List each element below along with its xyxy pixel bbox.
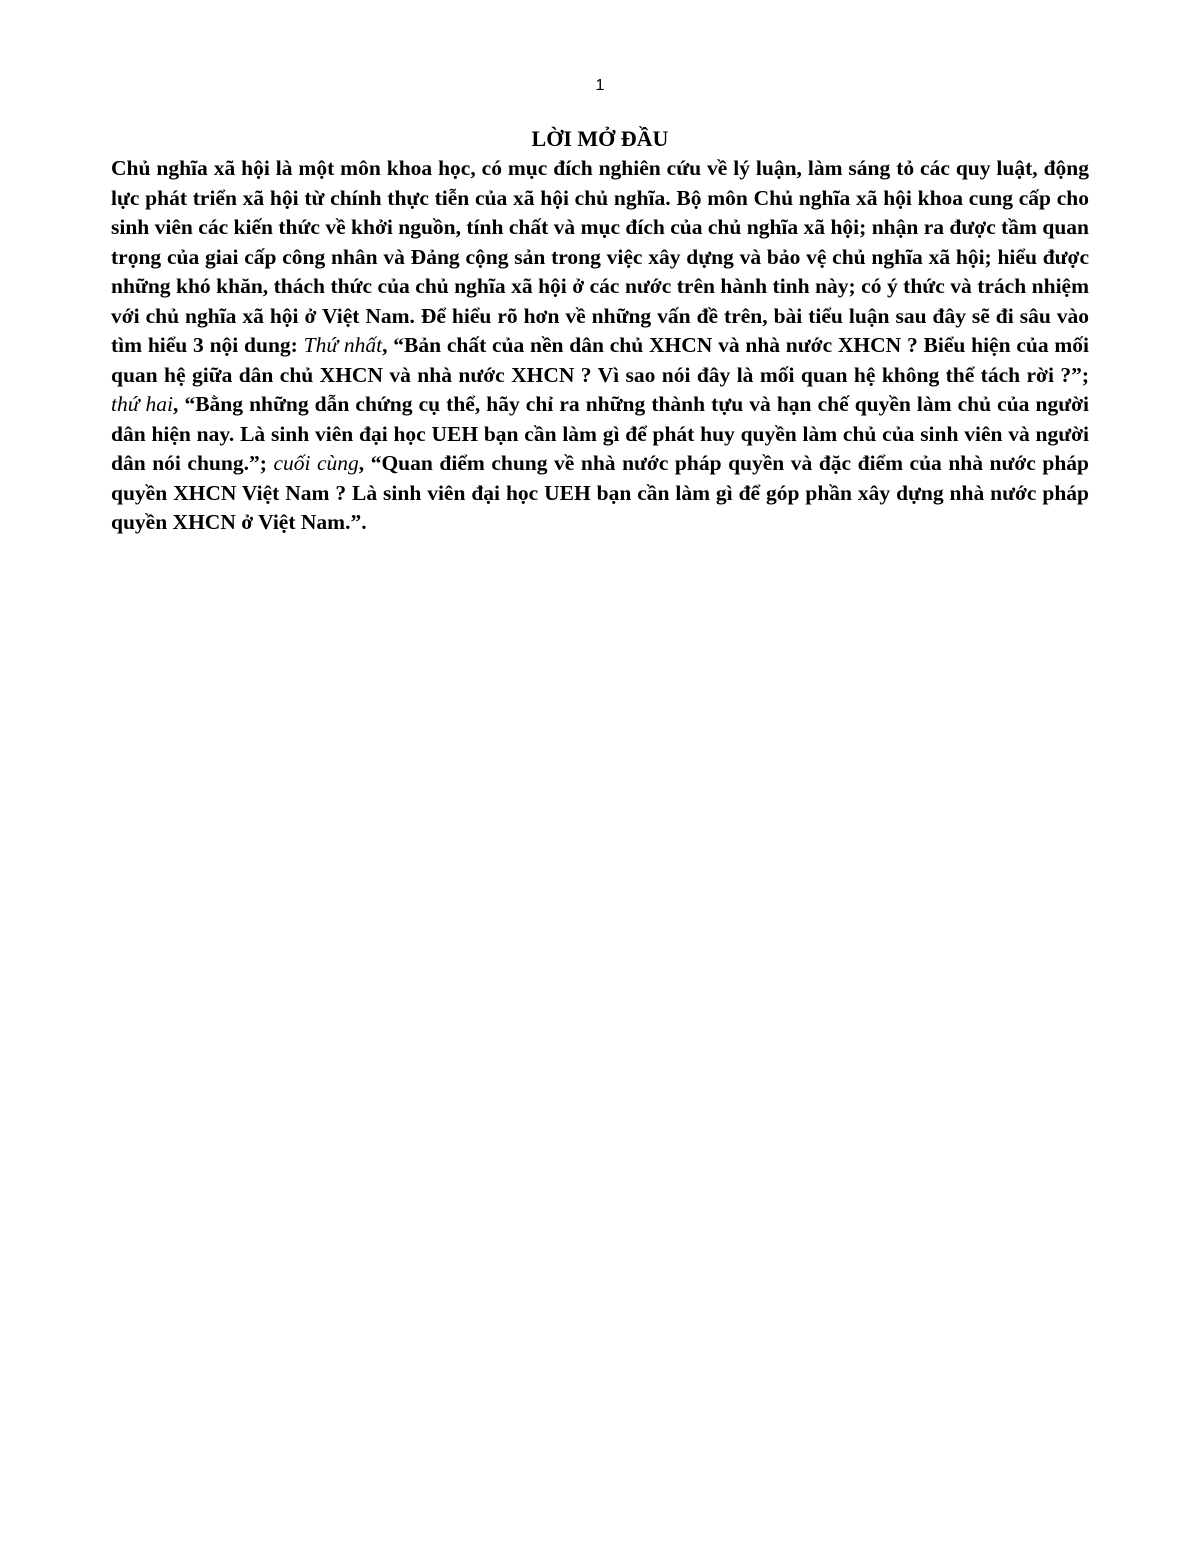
page-number: 1 — [595, 77, 605, 94]
intro-emphasis-second: thứ hai — [111, 392, 173, 416]
intro-text-1: Chủ nghĩa xã hội là một môn khoa học, có mục đích nghiên cứu về lý luận, làm sáng tỏ các quy luật, động lực phát triển xã hội từ chính thực tiễn của xã hội chủ nghĩa. Bộ môn Chủ nghĩa xã hội khoa cung cấp cho sinh viên các kiến thức về khởi nguồn, tính chất và mục đích của chủ nghĩa xã hội; nhận ra được tầm quan trọng của giai cấp công nhân và Đảng cộng sản trong việc xây dựng và bảo vệ chủ nghĩa xã hội; hiểu được những khó khăn, thách thức của chủ nghĩa xã hội ở các nước trên hành tinh này; có ý thức và trách nhiệm với chủ nghĩa xã hội ở Việt Nam. Để hiểu rõ hơn về những vấn đề trên, bài tiểu luận sau đây sẽ đi sâu vào tìm hiểu 3 nội dung: — [111, 156, 1089, 357]
intro-text-3: , “Bằng những dẫn chứng cụ thể, hãy chỉ ra những thành tựu và hạn chế quyền làm chủ của người dân hiện nay. Là sinh viên đại học UEH bạn cần làm gì để phát huy quyền làm chủ của sinh viên và người dân nói chung.”; — [111, 392, 1089, 475]
intro-text-2: , “Bản chất của nền dân chủ XHCN và nhà nước XHCN ? Biểu hiện của mối quan hệ giữa dân chủ XHCN và nhà nước XHCN ? Vì sao nói đây là mối quan hệ không thể tách rời ?”; — [111, 333, 1090, 387]
page-content — [111, 124, 1089, 538]
page-title: LỜI MỞ ĐẦU — [531, 126, 669, 151]
intro-paragraph — [111, 154, 1089, 538]
intro-emphasis-first: Thứ nhất — [303, 333, 383, 357]
intro-text-4: , “Quan điểm chung về nhà nước pháp quyền và đặc điểm của nhà nước pháp quyền XHCN Việt Nam ? Là sinh viên đại học UEH bạn cần làm gì để góp phần xây dựng nhà nước pháp quyền XHCN ở Việt Nam.”. — [111, 451, 1090, 534]
intro-emphasis-last: cuối cùng — [273, 451, 359, 475]
